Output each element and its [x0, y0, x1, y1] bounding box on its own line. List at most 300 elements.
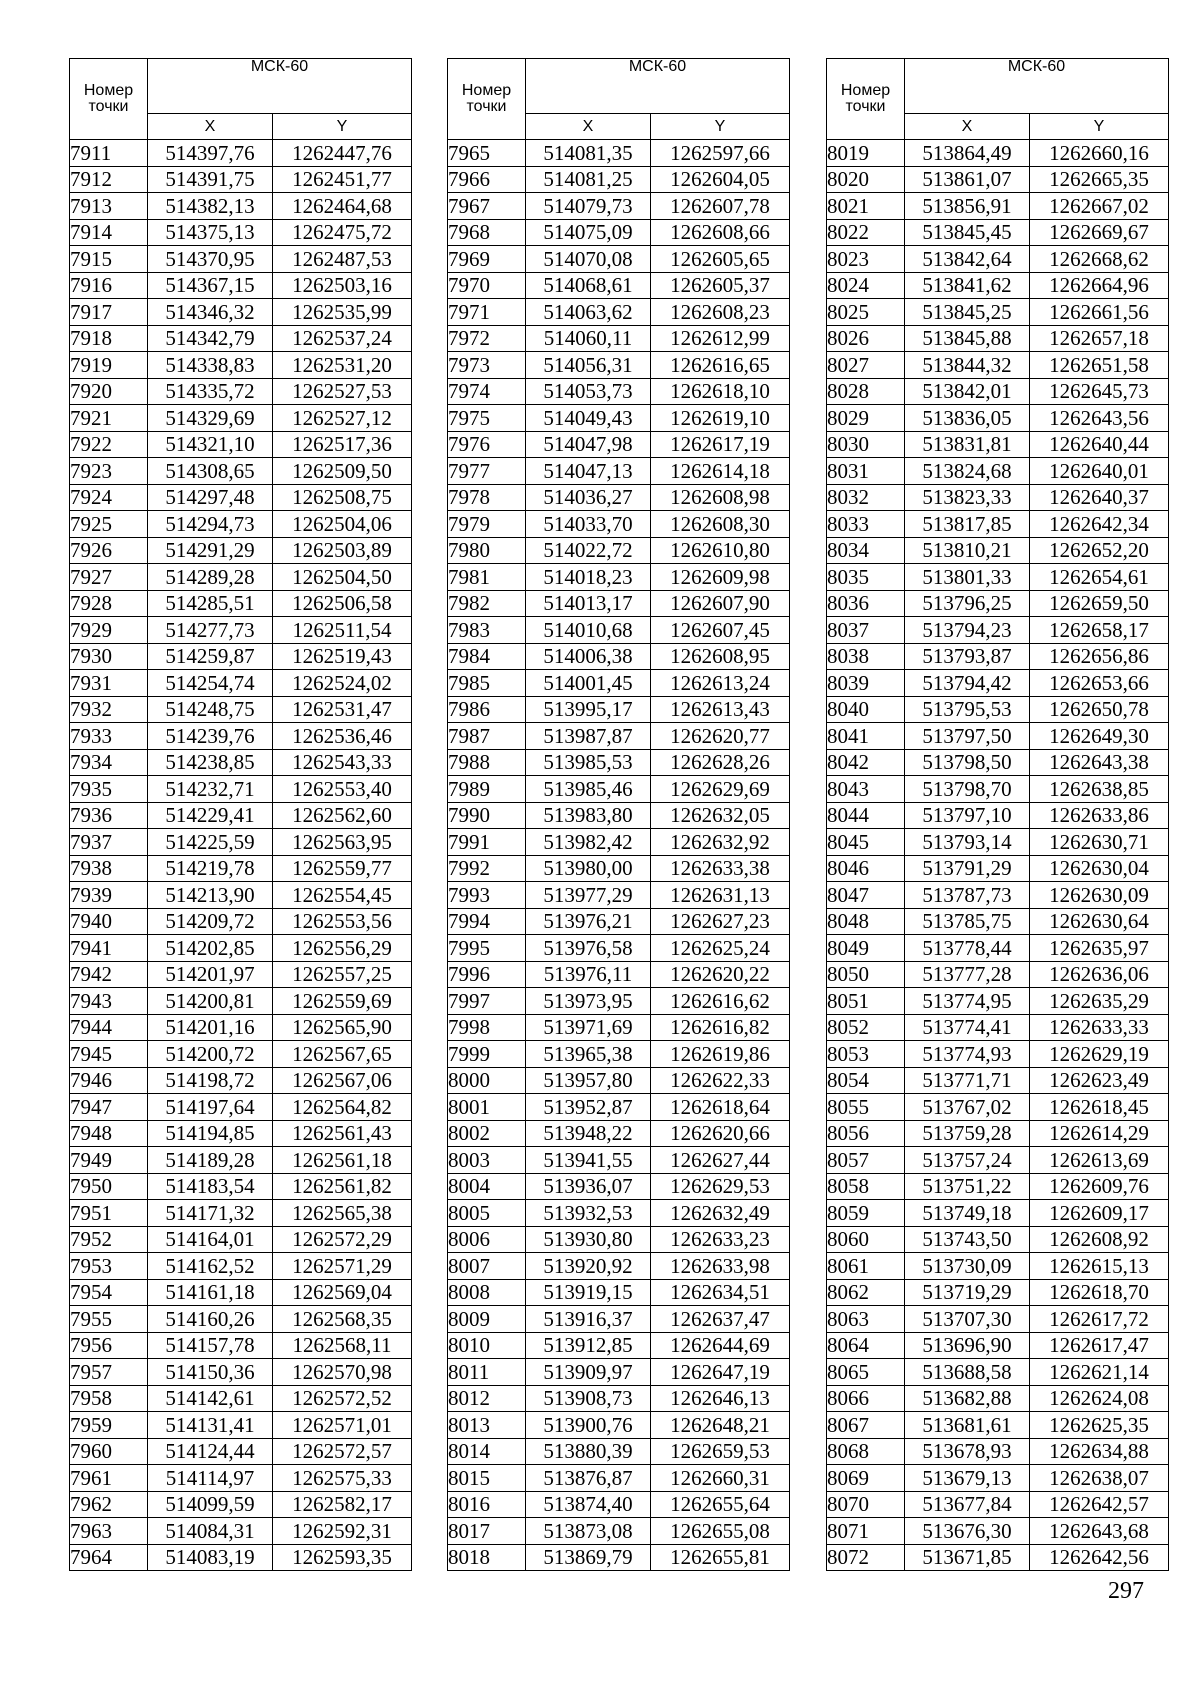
- point-number-cell: 7937: [70, 829, 148, 856]
- x-coordinate-cell: 513973,95: [526, 988, 651, 1015]
- table-row: [70, 378, 412, 405]
- table-row: [448, 908, 790, 935]
- y-coordinate-cell: 1262597,66: [651, 140, 790, 167]
- y-coordinate-cell: 1262657,18: [1030, 325, 1169, 352]
- x-coordinate-cell: 514189,28: [148, 1147, 273, 1174]
- point-number-cell: 7917: [70, 299, 148, 326]
- table-row: [448, 140, 790, 167]
- y-coordinate-cell: 1262613,69: [1030, 1147, 1169, 1174]
- x-coordinate-cell: 514346,32: [148, 299, 273, 326]
- table-row: [827, 1544, 1169, 1571]
- y-coordinate-cell: 1262527,53: [273, 378, 412, 405]
- point-number-cell: 8046: [827, 855, 905, 882]
- table-row: [827, 1412, 1169, 1439]
- x-coordinate-cell: 513677,84: [905, 1491, 1030, 1518]
- point-number-cell: 7922: [70, 431, 148, 458]
- x-coordinate-cell: 513873,08: [526, 1518, 651, 1545]
- y-coordinate-cell: 1262554,45: [273, 882, 412, 909]
- table-row: [827, 140, 1169, 167]
- x-coordinate-cell: 514321,10: [148, 431, 273, 458]
- coordinates-table-2: [447, 58, 790, 1571]
- x-coordinate-cell: 514164,01: [148, 1226, 273, 1253]
- point-number-cell: 8019: [827, 140, 905, 167]
- point-number-cell: 7934: [70, 749, 148, 776]
- point-number-cell: 7913: [70, 193, 148, 220]
- table-row: [448, 564, 790, 591]
- y-coordinate-cell: 1262609,98: [651, 564, 790, 591]
- point-number-header: Номер точки: [827, 59, 905, 140]
- point-number-cell: 8012: [448, 1385, 526, 1412]
- point-number-cell: 8058: [827, 1173, 905, 1200]
- y-coordinate-cell: 1262559,77: [273, 855, 412, 882]
- y-coordinate-cell: 1262655,64: [651, 1491, 790, 1518]
- point-number-cell: 8004: [448, 1173, 526, 1200]
- table-row: [827, 484, 1169, 511]
- table-row: [827, 1465, 1169, 1492]
- y-coordinate-cell: 1262615,13: [1030, 1253, 1169, 1280]
- table-row: [448, 1438, 790, 1465]
- y-coordinate-cell: 1262506,58: [273, 590, 412, 617]
- x-coordinate-cell: 513836,05: [905, 405, 1030, 432]
- table-row: [827, 219, 1169, 246]
- x-coordinate-cell: 514329,69: [148, 405, 273, 432]
- point-number-cell: 8048: [827, 908, 905, 935]
- table-row: [827, 272, 1169, 299]
- y-coordinate-cell: 1262647,19: [651, 1359, 790, 1386]
- y-coordinate-cell: 1262625,24: [651, 935, 790, 962]
- y-coordinate-cell: 1262613,43: [651, 696, 790, 723]
- y-coordinate-cell: 1262608,98: [651, 484, 790, 511]
- point-number-cell: 7969: [448, 246, 526, 273]
- y-coordinate-cell: 1262623,49: [1030, 1067, 1169, 1094]
- table-row: [827, 1438, 1169, 1465]
- point-number-cell: 8044: [827, 802, 905, 829]
- x-coordinate-cell: 513787,73: [905, 882, 1030, 909]
- y-coordinate-cell: 1262618,64: [651, 1094, 790, 1121]
- table-row: [827, 564, 1169, 591]
- x-coordinate-cell: 513719,29: [905, 1279, 1030, 1306]
- table-row: [827, 1014, 1169, 1041]
- x-coordinate-cell: 513771,71: [905, 1067, 1030, 1094]
- point-number-cell: 7983: [448, 617, 526, 644]
- point-number-cell: 8042: [827, 749, 905, 776]
- x-coordinate-cell: 514202,85: [148, 935, 273, 962]
- table-row: [827, 299, 1169, 326]
- x-coordinate-cell: 513985,53: [526, 749, 651, 776]
- point-number-cell: 7993: [448, 882, 526, 909]
- point-number-cell: 8068: [827, 1438, 905, 1465]
- x-header: X: [905, 114, 1030, 140]
- y-coordinate-cell: 1262659,53: [651, 1438, 790, 1465]
- y-coordinate-cell: 1262661,56: [1030, 299, 1169, 326]
- point-number-cell: 8072: [827, 1544, 905, 1571]
- x-coordinate-cell: 513774,41: [905, 1014, 1030, 1041]
- y-coordinate-cell: 1262629,53: [651, 1173, 790, 1200]
- table-row: [448, 484, 790, 511]
- y-coordinate-cell: 1262572,29: [273, 1226, 412, 1253]
- point-number-cell: 7963: [70, 1518, 148, 1545]
- table-row: [827, 1173, 1169, 1200]
- table-row: [70, 1518, 412, 1545]
- point-number-cell: 8039: [827, 670, 905, 697]
- x-coordinate-cell: 514114,97: [148, 1465, 273, 1492]
- x-coordinate-cell: 513801,33: [905, 564, 1030, 591]
- y-coordinate-cell: 1262634,51: [651, 1279, 790, 1306]
- y-coordinate-cell: 1262669,67: [1030, 219, 1169, 246]
- y-coordinate-cell: 1262633,38: [651, 855, 790, 882]
- y-coordinate-cell: 1262561,82: [273, 1173, 412, 1200]
- table-row: [827, 1120, 1169, 1147]
- table-row: [70, 590, 412, 617]
- point-number-cell: 7928: [70, 590, 148, 617]
- x-coordinate-cell: 514053,73: [526, 378, 651, 405]
- point-number-cell: 8024: [827, 272, 905, 299]
- table-row: [827, 405, 1169, 432]
- table-row: [827, 1491, 1169, 1518]
- point-number-cell: 7953: [70, 1253, 148, 1280]
- point-number-cell: 8010: [448, 1332, 526, 1359]
- table-row: [70, 1173, 412, 1200]
- point-number-cell: 7940: [70, 908, 148, 935]
- point-number-cell: 8027: [827, 352, 905, 379]
- y-coordinate-cell: 1262633,23: [651, 1226, 790, 1253]
- point-number-cell: 7998: [448, 1014, 526, 1041]
- y-coordinate-cell: 1262630,71: [1030, 829, 1169, 856]
- table-row: [70, 246, 412, 273]
- point-number-cell: 8040: [827, 696, 905, 723]
- y-coordinate-cell: 1262614,29: [1030, 1120, 1169, 1147]
- x-coordinate-cell: 513909,97: [526, 1359, 651, 1386]
- point-number-cell: 7986: [448, 696, 526, 723]
- y-coordinate-cell: 1262646,13: [651, 1385, 790, 1412]
- x-coordinate-cell: 513681,61: [905, 1412, 1030, 1439]
- table-row: [70, 776, 412, 803]
- y-coordinate-cell: 1262618,10: [651, 378, 790, 405]
- point-number-cell: 7936: [70, 802, 148, 829]
- x-coordinate-cell: 514194,85: [148, 1120, 273, 1147]
- point-number-cell: 7990: [448, 802, 526, 829]
- point-number-cell: 7920: [70, 378, 148, 405]
- point-number-cell: 7996: [448, 961, 526, 988]
- y-coordinate-cell: 1262607,45: [651, 617, 790, 644]
- y-coordinate-cell: 1262668,62: [1030, 246, 1169, 273]
- y-coordinate-cell: 1262607,78: [651, 193, 790, 220]
- point-number-cell: 8009: [448, 1306, 526, 1333]
- x-coordinate-cell: 513798,70: [905, 776, 1030, 803]
- y-coordinate-cell: 1262608,30: [651, 511, 790, 538]
- point-number-cell: 7954: [70, 1279, 148, 1306]
- x-coordinate-cell: 513864,49: [905, 140, 1030, 167]
- table-row: [70, 1491, 412, 1518]
- x-coordinate-cell: 513856,91: [905, 193, 1030, 220]
- x-coordinate-cell: 514382,13: [148, 193, 273, 220]
- y-coordinate-cell: 1262659,50: [1030, 590, 1169, 617]
- x-coordinate-cell: 514047,98: [526, 431, 651, 458]
- table-row: [70, 643, 412, 670]
- point-number-cell: 7964: [70, 1544, 148, 1571]
- point-number-cell: 8054: [827, 1067, 905, 1094]
- table-row: [70, 352, 412, 379]
- y-coordinate-cell: 1262642,57: [1030, 1491, 1169, 1518]
- y-coordinate-cell: 1262616,62: [651, 988, 790, 1015]
- table-row: [827, 882, 1169, 909]
- y-coordinate-cell: 1262609,76: [1030, 1173, 1169, 1200]
- table-row: [70, 961, 412, 988]
- y-coordinate-cell: 1262561,43: [273, 1120, 412, 1147]
- y-coordinate-cell: 1262464,68: [273, 193, 412, 220]
- point-number-cell: 7923: [70, 458, 148, 485]
- x-coordinate-cell: 514047,13: [526, 458, 651, 485]
- table-row: [448, 961, 790, 988]
- point-number-header: Номер точки: [70, 59, 148, 140]
- table-row: [70, 1253, 412, 1280]
- table-row: [70, 1412, 412, 1439]
- y-coordinate-cell: 1262632,05: [651, 802, 790, 829]
- y-header: Y: [273, 114, 412, 140]
- x-coordinate-cell: 513842,01: [905, 378, 1030, 405]
- table-row: [70, 617, 412, 644]
- x-coordinate-cell: 513976,21: [526, 908, 651, 935]
- point-number-cell: 8056: [827, 1120, 905, 1147]
- y-coordinate-cell: 1262655,08: [651, 1518, 790, 1545]
- table-row: [827, 855, 1169, 882]
- y-coordinate-cell: 1262565,38: [273, 1200, 412, 1227]
- point-number-cell: 8029: [827, 405, 905, 432]
- point-number-cell: 8035: [827, 564, 905, 591]
- table-row: [70, 511, 412, 538]
- y-coordinate-cell: 1262643,68: [1030, 1518, 1169, 1545]
- table-row: [70, 140, 412, 167]
- point-number-cell: 7955: [70, 1306, 148, 1333]
- x-coordinate-cell: 514142,61: [148, 1385, 273, 1412]
- y-coordinate-cell: 1262649,30: [1030, 723, 1169, 750]
- x-coordinate-cell: 513749,18: [905, 1200, 1030, 1227]
- y-coordinate-cell: 1262620,77: [651, 723, 790, 750]
- x-coordinate-cell: 513842,64: [905, 246, 1030, 273]
- y-coordinate-cell: 1262616,82: [651, 1014, 790, 1041]
- y-coordinate-cell: 1262608,92: [1030, 1226, 1169, 1253]
- y-coordinate-cell: 1262640,44: [1030, 431, 1169, 458]
- table-row: [70, 1332, 412, 1359]
- table-row: [70, 537, 412, 564]
- table-row: [448, 723, 790, 750]
- table-row: [70, 802, 412, 829]
- y-coordinate-cell: 1262620,66: [651, 1120, 790, 1147]
- y-coordinate-cell: 1262642,56: [1030, 1544, 1169, 1571]
- x-coordinate-cell: 513831,81: [905, 431, 1030, 458]
- point-number-cell: 7927: [70, 564, 148, 591]
- point-number-cell: 8031: [827, 458, 905, 485]
- table-row: [448, 590, 790, 617]
- y-coordinate-cell: 1262524,02: [273, 670, 412, 697]
- point-number-cell: 8069: [827, 1465, 905, 1492]
- y-coordinate-cell: 1262621,14: [1030, 1359, 1169, 1386]
- point-number-cell: 8057: [827, 1147, 905, 1174]
- y-coordinate-cell: 1262504,06: [273, 511, 412, 538]
- table-row: [448, 166, 790, 193]
- point-number-cell: 7915: [70, 246, 148, 273]
- table-row: [448, 1226, 790, 1253]
- y-coordinate-cell: 1262503,16: [273, 272, 412, 299]
- y-coordinate-cell: 1262643,38: [1030, 749, 1169, 776]
- x-coordinate-cell: 514297,48: [148, 484, 273, 511]
- x-coordinate-cell: 514081,35: [526, 140, 651, 167]
- point-number-cell: 7987: [448, 723, 526, 750]
- table-row: [827, 1094, 1169, 1121]
- y-coordinate-cell: 1262608,95: [651, 643, 790, 670]
- table-row: [448, 405, 790, 432]
- y-coordinate-cell: 1262667,02: [1030, 193, 1169, 220]
- point-number-cell: 7961: [70, 1465, 148, 1492]
- point-number-cell: 8043: [827, 776, 905, 803]
- x-coordinate-cell: 513957,80: [526, 1067, 651, 1094]
- table-row: [448, 378, 790, 405]
- point-number-cell: 7916: [70, 272, 148, 299]
- table-row: [70, 1438, 412, 1465]
- y-coordinate-cell: 1262656,86: [1030, 643, 1169, 670]
- table-row: [70, 1226, 412, 1253]
- table-row: [827, 1332, 1169, 1359]
- y-coordinate-cell: 1262557,25: [273, 961, 412, 988]
- y-coordinate-cell: 1262653,66: [1030, 670, 1169, 697]
- y-coordinate-cell: 1262570,98: [273, 1359, 412, 1386]
- x-coordinate-cell: 513774,93: [905, 1041, 1030, 1068]
- y-coordinate-cell: 1262531,20: [273, 352, 412, 379]
- table-row: [448, 1173, 790, 1200]
- x-coordinate-cell: 514162,52: [148, 1253, 273, 1280]
- table-row: [827, 1200, 1169, 1227]
- x-coordinate-cell: 513844,32: [905, 352, 1030, 379]
- point-number-cell: 8030: [827, 431, 905, 458]
- table-row: [70, 670, 412, 697]
- y-coordinate-cell: 1262640,01: [1030, 458, 1169, 485]
- y-coordinate-cell: 1262559,69: [273, 988, 412, 1015]
- x-coordinate-cell: 513841,62: [905, 272, 1030, 299]
- point-number-cell: 8006: [448, 1226, 526, 1253]
- table-row: [448, 1014, 790, 1041]
- y-coordinate-cell: 1262593,35: [273, 1544, 412, 1571]
- y-coordinate-cell: 1262519,43: [273, 643, 412, 670]
- x-coordinate-cell: 514219,78: [148, 855, 273, 882]
- table-row: [448, 352, 790, 379]
- table-row: [448, 1306, 790, 1333]
- y-coordinate-cell: 1262664,96: [1030, 272, 1169, 299]
- y-coordinate-cell: 1262614,18: [651, 458, 790, 485]
- point-number-cell: 7975: [448, 405, 526, 432]
- y-coordinate-cell: 1262620,22: [651, 961, 790, 988]
- table-row: [448, 1120, 790, 1147]
- x-coordinate-cell: 514200,81: [148, 988, 273, 1015]
- table-row: [70, 325, 412, 352]
- table-row: [70, 431, 412, 458]
- y-coordinate-cell: 1262608,66: [651, 219, 790, 246]
- table-row: [70, 696, 412, 723]
- point-number-cell: 8064: [827, 1332, 905, 1359]
- y-coordinate-cell: 1262617,47: [1030, 1332, 1169, 1359]
- x-coordinate-cell: 514397,76: [148, 140, 273, 167]
- x-coordinate-cell: 513980,00: [526, 855, 651, 882]
- y-coordinate-cell: 1262508,75: [273, 484, 412, 511]
- y-coordinate-cell: 1262563,95: [273, 829, 412, 856]
- y-coordinate-cell: 1262527,12: [273, 405, 412, 432]
- point-number-cell: 8014: [448, 1438, 526, 1465]
- x-coordinate-cell: 513995,17: [526, 696, 651, 723]
- table-row: [448, 1518, 790, 1545]
- x-coordinate-cell: 514022,72: [526, 537, 651, 564]
- table-row: [448, 643, 790, 670]
- x-coordinate-cell: 514099,59: [148, 1491, 273, 1518]
- x-coordinate-cell: 513916,37: [526, 1306, 651, 1333]
- table-row: [448, 1412, 790, 1439]
- table-row: [827, 352, 1169, 379]
- table-row: [827, 325, 1169, 352]
- x-coordinate-cell: 513930,80: [526, 1226, 651, 1253]
- point-number-cell: 7973: [448, 352, 526, 379]
- y-coordinate-cell: 1262616,65: [651, 352, 790, 379]
- x-coordinate-cell: 514225,59: [148, 829, 273, 856]
- y-coordinate-cell: 1262633,33: [1030, 1014, 1169, 1041]
- x-coordinate-cell: 513797,50: [905, 723, 1030, 750]
- x-coordinate-cell: 514131,41: [148, 1412, 273, 1439]
- y-coordinate-cell: 1262628,26: [651, 749, 790, 776]
- point-number-cell: 7939: [70, 882, 148, 909]
- x-coordinate-cell: 514232,71: [148, 776, 273, 803]
- x-coordinate-cell: 513777,28: [905, 961, 1030, 988]
- x-coordinate-cell: 513932,53: [526, 1200, 651, 1227]
- point-number-cell: 8016: [448, 1491, 526, 1518]
- x-coordinate-cell: 514060,11: [526, 325, 651, 352]
- point-number-cell: 7911: [70, 140, 148, 167]
- point-number-cell: 8049: [827, 935, 905, 962]
- y-coordinate-cell: 1262624,08: [1030, 1385, 1169, 1412]
- table-row: [827, 1279, 1169, 1306]
- y-coordinate-cell: 1262553,40: [273, 776, 412, 803]
- y-coordinate-cell: 1262565,90: [273, 1014, 412, 1041]
- x-coordinate-cell: 514063,62: [526, 299, 651, 326]
- x-coordinate-cell: 513794,23: [905, 617, 1030, 644]
- y-coordinate-cell: 1262629,19: [1030, 1041, 1169, 1068]
- y-coordinate-cell: 1262633,98: [651, 1253, 790, 1280]
- point-number-cell: 7957: [70, 1359, 148, 1386]
- y-coordinate-cell: 1262535,99: [273, 299, 412, 326]
- x-coordinate-cell: 513810,21: [905, 537, 1030, 564]
- point-number-cell: 7958: [70, 1385, 148, 1412]
- x-coordinate-cell: 514200,72: [148, 1041, 273, 1068]
- y-coordinate-cell: 1262635,97: [1030, 935, 1169, 962]
- y-coordinate-cell: 1262613,24: [651, 670, 790, 697]
- point-number-cell: 7985: [448, 670, 526, 697]
- x-coordinate-cell: 513791,29: [905, 855, 1030, 882]
- x-coordinate-cell: 513987,87: [526, 723, 651, 750]
- point-number-cell: 8036: [827, 590, 905, 617]
- point-number-cell: 7946: [70, 1067, 148, 1094]
- y-coordinate-cell: 1262627,44: [651, 1147, 790, 1174]
- point-number-cell: 7972: [448, 325, 526, 352]
- x-coordinate-cell: 513845,88: [905, 325, 1030, 352]
- x-coordinate-cell: 514259,87: [148, 643, 273, 670]
- table-row: [70, 829, 412, 856]
- x-coordinate-cell: 513798,50: [905, 749, 1030, 776]
- point-number-cell: 8003: [448, 1147, 526, 1174]
- point-number-cell: 8013: [448, 1412, 526, 1439]
- point-number-cell: 7921: [70, 405, 148, 432]
- table-row: [827, 908, 1169, 935]
- x-coordinate-cell: 513767,02: [905, 1094, 1030, 1121]
- x-coordinate-cell: 514157,78: [148, 1332, 273, 1359]
- point-number-cell: 7997: [448, 988, 526, 1015]
- coordinates-table-1: [69, 58, 412, 1571]
- point-number-header: Номер точки: [448, 59, 526, 140]
